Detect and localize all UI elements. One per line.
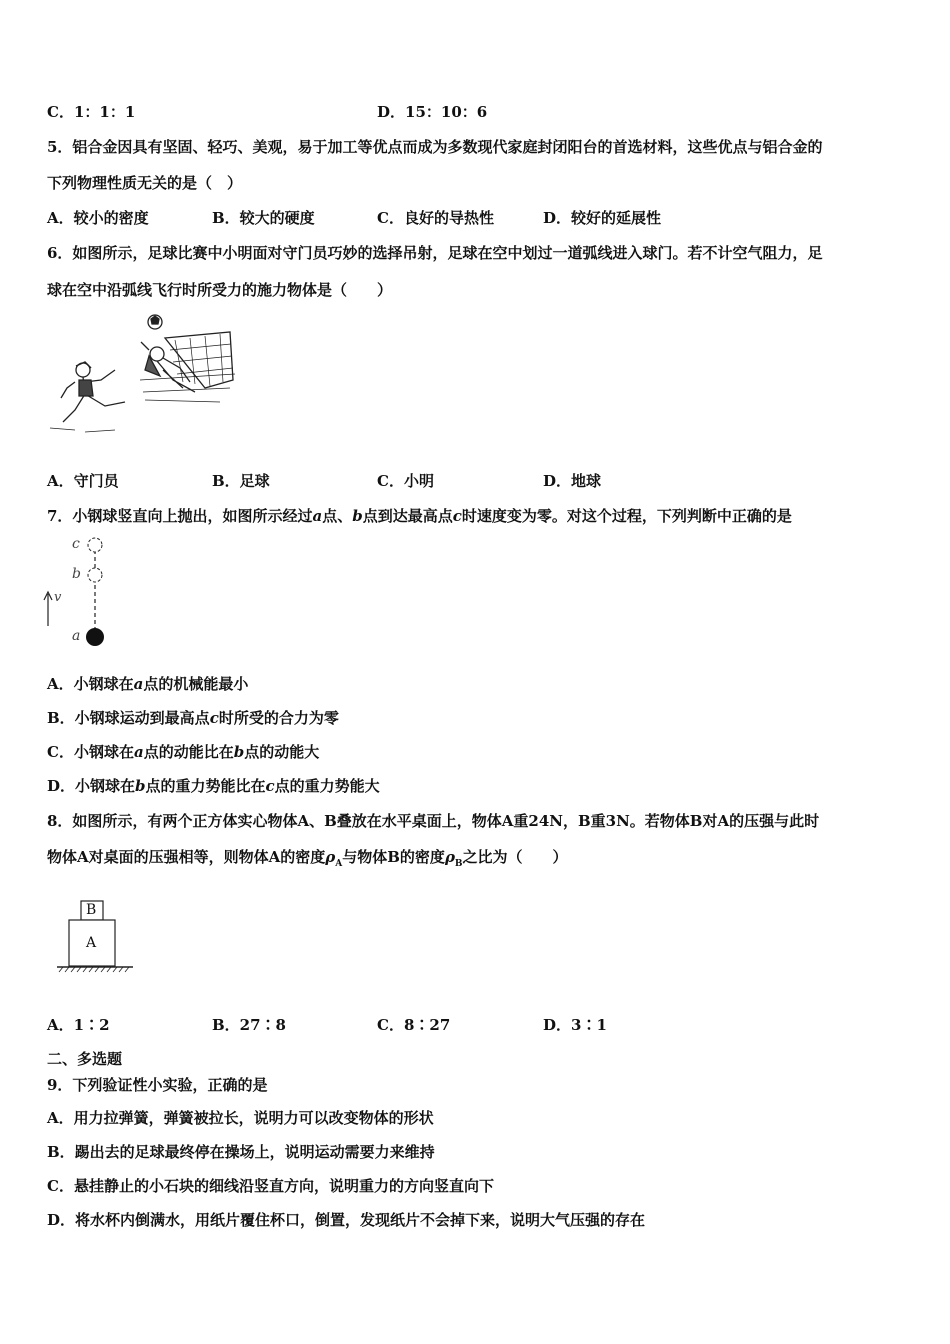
q8-option-d: D．3∶1 <box>543 1016 607 1034</box>
block-b-label: B <box>86 902 97 918</box>
q6-option-c: C．小明 <box>377 472 434 490</box>
q5-option-d: D．较好的延展性 <box>543 209 662 227</box>
q6-option-b: B．足球 <box>212 472 270 490</box>
q5-stem-line1: 5．铝合金因具有坚固、轻巧、美观，易于加工等优点而成为多数现代家庭封闭阳台的首选材料，这些优点与铝合金的 <box>47 138 823 156</box>
label-v: v <box>54 590 62 605</box>
ball-position-b <box>88 568 102 582</box>
q5-option-c: C．良好的导热性 <box>377 209 494 227</box>
label-b: b <box>72 566 81 582</box>
q9-stem: 9．下列验证性小实验，正确的是 <box>47 1076 268 1094</box>
q5-option-b: B．较大的硬度 <box>212 209 315 227</box>
q8-option-c: C．8∶27 <box>377 1016 451 1034</box>
q6-option-a: A．守门员 <box>47 472 119 490</box>
q6-option-d: D．地球 <box>543 472 602 490</box>
ball-position-c <box>88 538 102 552</box>
block-a-label: A <box>86 935 97 951</box>
label-c: c <box>72 536 80 552</box>
q6-stem-line1: 6．如图所示，足球比赛中小明面对守门员巧妙的选择吊射，足球在空中划过一道弧线进入球门。若不计空气阻力，足 <box>47 244 823 262</box>
ball-position-a <box>86 628 104 646</box>
section-title: 二、多选题 <box>47 1050 123 1068</box>
q4-option-d: D．15：10：6 <box>377 103 488 121</box>
q7-ball-figure <box>40 534 120 650</box>
q9-option-c: C．悬挂静止的小石块的细线沿竖直方向，说明重力的方向竖直向下 <box>47 1177 494 1195</box>
q8-blocks-figure <box>55 898 135 978</box>
q6-soccer-figure <box>45 310 240 440</box>
q8-stem-line1: 8．如图所示，有两个正方体实心物体A、B叠放在水平桌面上，物体A重24N，B重3N。若物体B对A的压强与此时 <box>47 812 820 830</box>
q7-option-b: B．小钢球运动到最高点c时所受的合力为零 <box>47 709 339 727</box>
q7-option-a: A．小钢球在a点的机械能最小 <box>47 675 249 693</box>
q8-option-a: A．1∶2 <box>47 1016 110 1034</box>
q8-stem-line2: 物体A对桌面的压强相等，则物体A的密度$\rho_A$与物体B的密度$\rho_B$之比为（ ） <box>47 848 568 869</box>
q5-option-a: A．较小的密度 <box>47 209 149 227</box>
q9-option-b: B．踢出去的足球最终停在操场上，说明运动需要力来维持 <box>47 1143 435 1161</box>
q6-stem-line2: 球在空中沿弧线飞行时所受力的施力物体是（ ） <box>47 281 393 299</box>
q7-stem: 7．小钢球竖直向上抛出，如图所示经过a点、b点到达最高点c时速度变为零。对这个过程，下列判断中正确的是 <box>47 507 792 525</box>
q7-option-d: D．小钢球在b点的重力势能比在c点的重力势能大 <box>47 777 380 795</box>
q9-option-d: D．将水杯内倒满水，用纸片覆住杯口，倒置，发现纸片不会掉下来，说明大气压强的存在 <box>47 1211 646 1229</box>
q9-option-a: A．用力拉弹簧，弹簧被拉长，说明力可以改变物体的形状 <box>47 1109 434 1127</box>
q4-option-c: C．1：1：1 <box>47 103 136 121</box>
label-a: a <box>72 628 81 644</box>
q8-option-b: B．27∶8 <box>212 1016 286 1034</box>
q7-option-c: C．小钢球在a点的动能比在b点的动能大 <box>47 743 320 761</box>
q5-stem-line2: 下列物理性质无关的是（ ） <box>47 174 243 192</box>
